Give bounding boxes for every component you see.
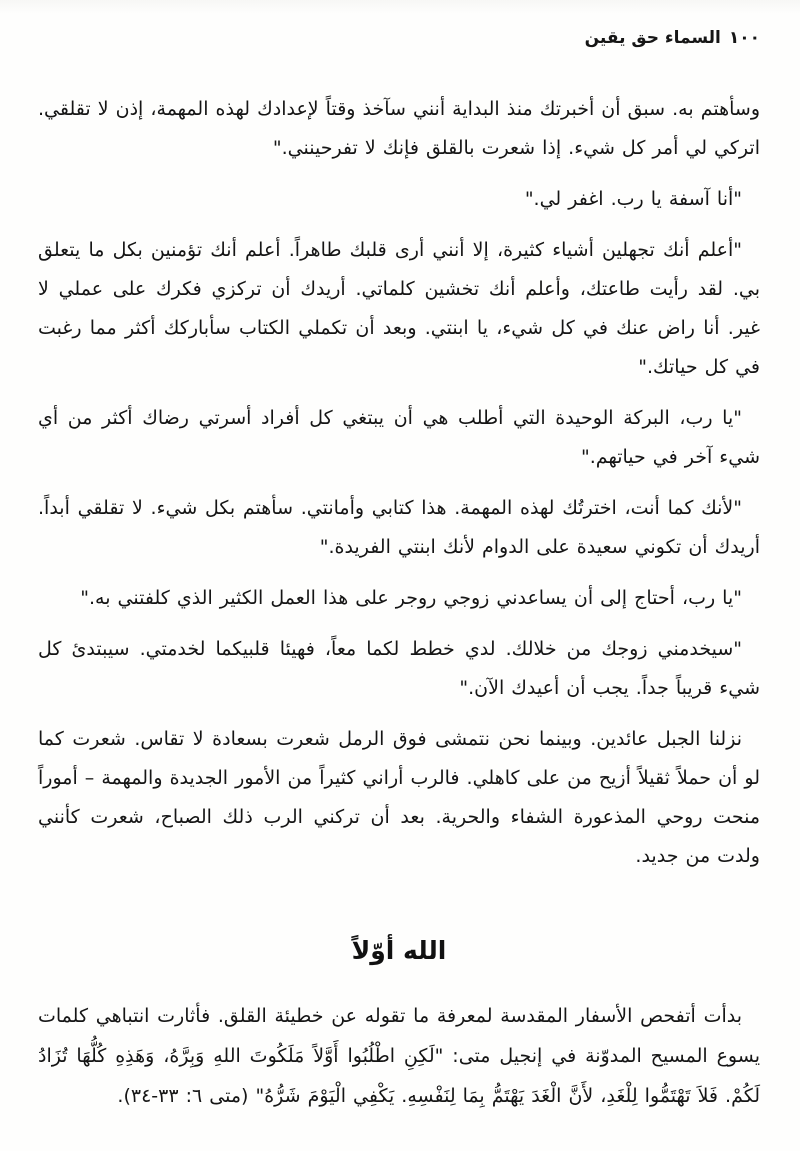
body-paragraph: "لأنك كما أنت، اخترتُك لهذه المهمة. هذا كتابي وأمانتي. سأهتم بكل شيء. لا تقلقي أبداً. أريدك أن تكوني سعيدة على الدوام لأنك ابنتي الفريدة." xyxy=(38,497,760,558)
body-paragraph: "أنا آسفة يا رب. اغفر لي." xyxy=(524,188,742,210)
body-paragraph: "أعلم أنك تجهلين أشياء كثيرة، إلا أنني أرى قلبك طاهراً. أعلم أنك تؤمنين بكل ما يتعلق بي. لقد رأيت طاعتك، وأعلم أنك تخشين كلماتي. أريدك أن تركزي فكرك على عملي لا غير. أنا راض عنك في كل شيء، يا ابنتي. وبعد أن تكملي الكتاب سأباركك أكثر مما رغبت في كل حياتك." xyxy=(38,239,760,378)
section-paragraph: بدأت أتفحص الأسفار المقدسة لمعرفة ما تقوله عن خطيئة القلق. فأثارت انتباهي كلمات يسوع المسيح المدوّنة في إنجيل متى: "لَكِنِ اطْلُبُوا أَوَّلاً مَلَكُوتَ اللهِ وَبِرَّهُ، وَهَذِهِ كُلُّهَا تُزَادُ لَكُمْ. فَلاَ تَهْتَمُّوا لِلْغَدِ، لأَنَّ الْغَدَ يَهْتَمُّ بِمَا لِنَفْسِهِ. يَكْفِي الْيَوْمَ شَرُّهُ" (متى ٦: ٣٣-٣٤). xyxy=(38,1005,760,1107)
running-title: السماء حق يقين xyxy=(584,28,721,48)
body-paragraph: "يا رب، البركة الوحيدة التي أطلب هي أن يبتغي كل أفراد أسرتي رضاك أكثر من أي شيء آخر في حياتهم." xyxy=(38,407,760,468)
running-header xyxy=(38,24,760,52)
body-paragraph: نزلنا الجبل عائدين. وبينما نحن نتمشى فوق الرمل شعرت بسعادة لا تقاس. شعرت كما لو أن حملاً ثقيلاً أزيح من على كاهلي. فالرب أراني كثيراً من الأمور الجديدة والمهمة – أموراً منحت روحي المذعورة الشفاء والحرية. بعد أن تركني الرب ذلك الصباح، شعرت كأنني ولدت من جديد. xyxy=(38,728,760,867)
body-paragraph: وسأهتم به. سبق أن أخبرتك منذ البداية أنني سآخذ وقتاً لإعدادك لهذه المهمة، إذن لا تقلقي. اتركي لي أمر كل شيء. إذا شعرت بالقلق فإنك لا تفرحينني." xyxy=(38,98,760,159)
section-heading: الله أوّلاً xyxy=(351,936,447,965)
page-number: ١٠٠ xyxy=(728,28,760,48)
body-text xyxy=(38,90,760,876)
body-paragraph: "يا رب، أحتاج إلى أن يساعدني زوجي روجر على هذا العمل الكثير الذي كلفتني به." xyxy=(80,587,742,609)
body-paragraph: "سيخدمني زوجك من خلالك. لدي خطط لكما معاً، فهيئا قلبيكما لخدمتي. سيبتدئ كل شيء قريباً جداً. يجب أن أعيدك الآن." xyxy=(38,638,760,699)
section-text xyxy=(38,996,760,1116)
